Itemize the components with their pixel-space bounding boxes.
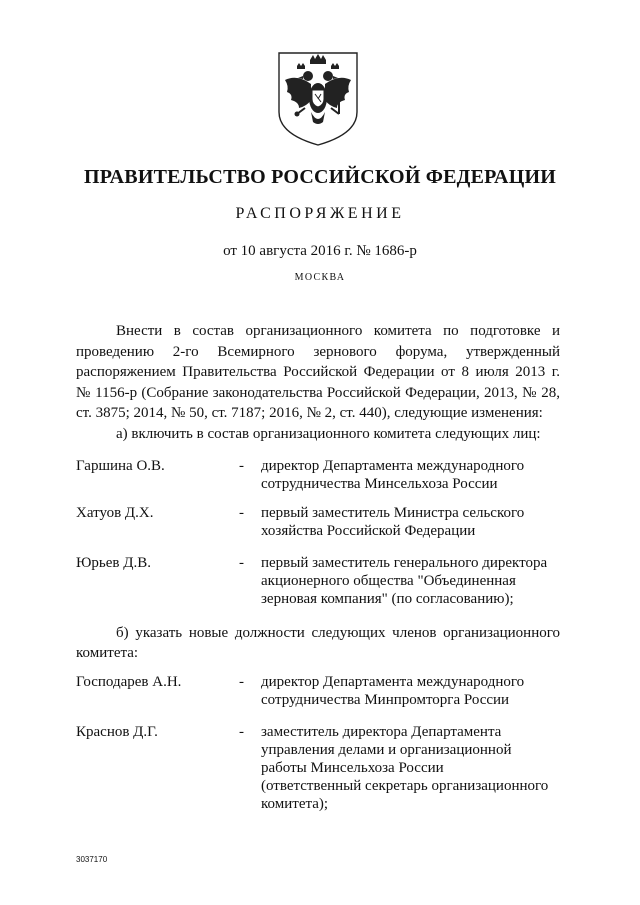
- member-role-line: директор Департамента международного: [261, 458, 525, 474]
- preamble-line: проведению 2-го Всемирного зернового форума, утвержденный: [76, 343, 560, 360]
- member-role: [261, 723, 571, 813]
- document-type: РАСПОРЯЖЕНИЕ: [235, 205, 405, 222]
- member-dash: -: [239, 458, 244, 474]
- member-name: Юрьев Д.В.: [76, 555, 151, 571]
- member-role: [261, 673, 571, 709]
- preamble-line: № 1156-р (Собрание законодательства Российской Федерации, 2013, № 28,: [76, 384, 560, 401]
- member-role-line: комитета);: [261, 796, 329, 812]
- member-role-line: (ответственный секретарь организационного: [261, 778, 549, 794]
- member-role-line: первый заместитель генерального директора: [261, 555, 548, 571]
- member-role-line: зерновая компания" (по согласованию);: [261, 591, 514, 607]
- member-name: Хатуов Д.Х.: [76, 505, 154, 521]
- member-dash: -: [239, 555, 244, 571]
- member-role-line: хозяйства Российской Федерации: [261, 523, 476, 539]
- member-role-line: сотрудничества Минпромторга России: [261, 692, 510, 708]
- member-dash: -: [239, 674, 244, 690]
- member-name: Краснов Д.Г.: [76, 724, 158, 740]
- document-city: МОСКВА: [294, 272, 346, 283]
- russian-coat-of-arms-icon: [275, 50, 361, 148]
- member-role: [261, 554, 571, 608]
- preamble-paragraph: [76, 321, 560, 444]
- document-code: 3037170: [76, 855, 108, 864]
- section-b-intro-line: комитета:: [76, 645, 139, 661]
- member-name: Господарев А.Н.: [76, 674, 182, 690]
- member-role-line: управления делами и организационной: [261, 742, 512, 758]
- preamble-line: Внести в состав организационного комитета по подготовке и: [116, 323, 560, 339]
- member-role-line: директор Департамента международного: [261, 674, 525, 690]
- member-role-line: акционерного общества "Объединенная: [261, 573, 516, 589]
- member-role-line: работы Минсельхоза России: [261, 760, 444, 776]
- member-role-line: заместитель директора Департамента: [261, 724, 502, 740]
- member-role: [261, 457, 571, 493]
- member-dash: -: [239, 505, 244, 521]
- member-role-line: первый заместитель Министра сельского: [261, 505, 525, 521]
- section-a-intro: а) включить в состав организационного комитета следующих лиц:: [116, 425, 541, 442]
- preamble-line: ст. 3875; 2014, № 50, ст. 7187; 2016, № 2, ст. 440), следующие изменения:: [76, 405, 543, 421]
- member-name: Гаршина О.В.: [76, 458, 165, 474]
- member-dash: -: [239, 724, 244, 740]
- member-role-line: сотрудничества Минсельхоза России: [261, 476, 498, 492]
- member-role: [261, 504, 571, 540]
- preamble-line: распоряжением Правительства Российской Федерации от 8 июля 2013 г.: [76, 364, 560, 380]
- document-date-number: от 10 августа 2016 г. № 1686-р: [223, 243, 417, 259]
- section-b-intro: [76, 623, 560, 663]
- government-title: ПРАВИТЕЛЬСТВО РОССИЙСКОЙ ФЕДЕРАЦИИ: [84, 166, 556, 188]
- section-b-intro-line: б) указать новые должности следующих членов организационного: [116, 625, 560, 641]
